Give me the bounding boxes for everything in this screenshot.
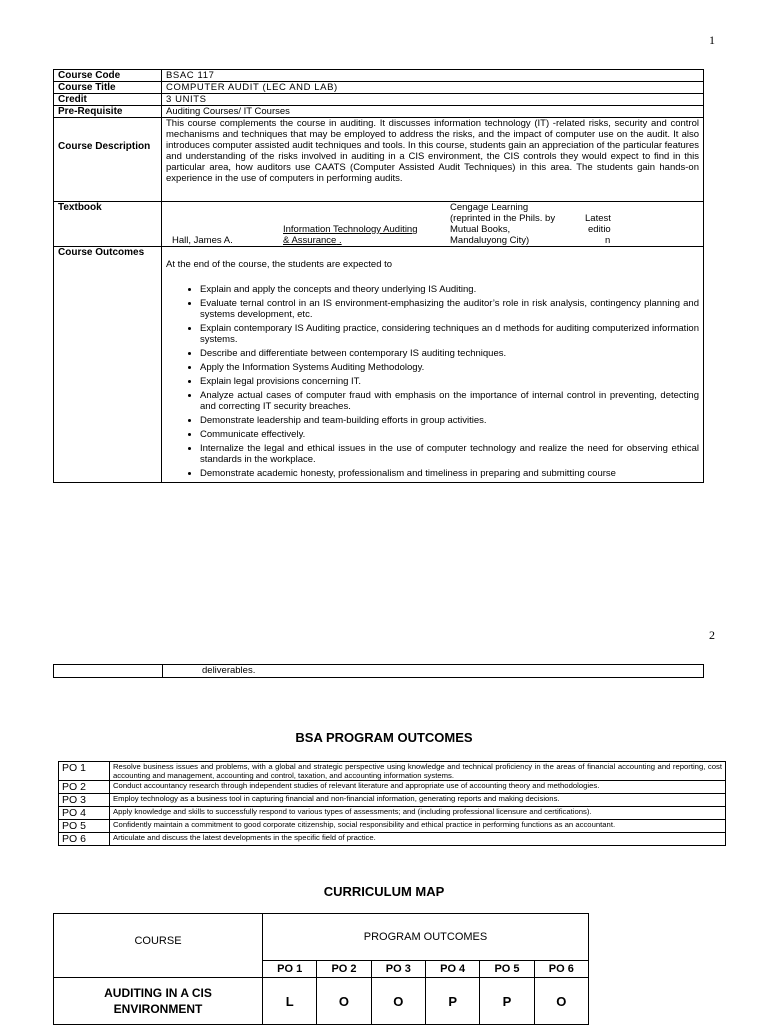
cm-po-column-header: PO 4 [425, 961, 479, 978]
prereq-label: Pre-Requisite [54, 106, 162, 118]
textbook-author: Hall, James A. [172, 235, 233, 246]
cm-header-row [54, 914, 589, 961]
continuation-empty-cell [54, 665, 163, 678]
program-outcome-text: Articulate and discuss the latest developments in the specific field of practice. [110, 833, 726, 846]
course-code-row [54, 70, 704, 82]
continuation-text: deliverables. [202, 665, 256, 676]
program-outcome-row [59, 762, 726, 781]
cm-outcome-value: O [371, 978, 425, 1025]
program-outcomes-table [58, 761, 726, 846]
course-outcome-item: • Explain legal provisions concerning IT. [200, 376, 699, 387]
continuation-cell [163, 665, 704, 678]
textbook-title-dot: . [336, 235, 342, 246]
program-outcome-text: Employ technology as a business tool in capturing financial and non-financial information, generating reports and making decisions. [110, 794, 726, 807]
course-outcome-item: • Internalize the legal and ethical issues in the use of computer technology and realize the need for observing ethical standards in the workplace. [200, 443, 699, 465]
program-outcome-text: Apply knowledge and skills to successfully respond to various types of assessments; and (including professional licensure and certifications). [110, 807, 726, 820]
program-outcomes-heading: BSA PROGRAM OUTCOMES [295, 730, 473, 745]
program-outcome-code: PO 1 [59, 762, 110, 781]
cm-course-header: COURSE [54, 914, 263, 978]
course-outcome-item: • Explain contemporary IS Auditing practice, considering techniques an d methods for auditing computerized information systems. [200, 323, 699, 345]
program-outcome-code: PO 4 [59, 807, 110, 820]
program-outcome-row [59, 833, 726, 846]
program-outcome-code: PO 6 [59, 833, 110, 846]
course-outcome-item: • Explain and apply the concepts and theory underlying IS Auditing. [200, 284, 699, 295]
program-outcome-text: Resolve business issues and problems, with a global and strategic perspective using knowledge and technical proficiency in the areas of financial accounting and reporting, cost accounting and management, accounting and control, taxation, and accounting information systems. [110, 762, 726, 781]
textbook-publisher-line1: Cengage Learning [450, 202, 529, 213]
cm-course-name-line1: AUDITING IN A CIS [104, 986, 212, 1000]
program-outcome-code: PO 2 [59, 781, 110, 794]
description-text: This course complements the course in auditing. It discusses information technology (IT) -related risks, security and control mechanisms and techniques that may be employed to address the risks, and the impact of computer use on the audit. It also introduces computer assisted audit techniques and tools. In this course, students gain an appreciation of the particular features and understanding of the risks involved in auditing in a CIS environment, the CIS controls they would expect to find in this particular area, how auditors use CAATS (Computer Assisted Audit Techniques) in this area. The students gain hands-on experience in the use of computers in performing audits. [162, 118, 704, 202]
cm-outcomes-header: PROGRAM OUTCOMES [263, 914, 589, 961]
course-code-label: Course Code [54, 70, 162, 82]
course-outcome-item: • Communicate effectively. [200, 429, 699, 440]
cm-po-column-header: PO 2 [317, 961, 371, 978]
program-outcome-text: Conduct accountancy research through independent studies of relevant literature and appropriate use of accounting theory and methodologies. [110, 781, 726, 794]
course-title-label: Course Title [54, 82, 162, 94]
cm-outcome-value: P [425, 978, 479, 1025]
prereq-value: Auditing Courses/ IT Courses [162, 106, 704, 118]
cm-course-name-line2: ENVIRONMENT [113, 1002, 203, 1016]
cm-outcome-value: O [317, 978, 371, 1025]
course-outcome-item: • Apply the Information Systems Auditing Methodology. [200, 362, 699, 373]
cm-outcome-value: L [263, 978, 317, 1025]
course-title-row [54, 82, 704, 94]
textbook-title-line1: Information Technology Auditing [283, 224, 418, 235]
course-outcome-item: • Demonstrate leadership and team-building efforts in group activities. [200, 415, 699, 426]
cm-po-column-header: PO 6 [534, 961, 588, 978]
course-outcome-item: • Analyze actual cases of computer fraud with emphasis on the importance of internal control in preventing, detecting and correcting IT security breaches. [200, 390, 699, 412]
cm-po-column-header: PO 1 [263, 961, 317, 978]
textbook-title-line2: & Assurance [283, 235, 337, 246]
textbook-title-line2-wrap [283, 235, 342, 246]
course-title-value: COMPUTER AUDIT (LEC AND LAB) [162, 82, 704, 94]
outcomes-cell [162, 247, 704, 483]
credit-row [54, 94, 704, 106]
program-outcome-code: PO 5 [59, 820, 110, 833]
cm-course-name [54, 978, 263, 1025]
outcomes-row [54, 247, 704, 483]
textbook-publisher-line2: (reprinted in the Phils. by [450, 213, 556, 224]
description-row [54, 118, 704, 202]
textbook-label: Textbook [54, 202, 162, 247]
course-outcome-item: • Evaluate ternal control in an IS environment-emphasizing the auditor’s role in risk analysis, contingency planning and systems development, etc. [200, 298, 699, 320]
page-number: 2 [709, 628, 715, 642]
course-outcome-item: • Demonstrate academic honesty, professionalism and timeliness in preparing and submitting course [200, 468, 699, 479]
outcomes-list [166, 284, 699, 479]
outcomes-continuation-table [53, 664, 704, 678]
curriculum-map-heading: CURRICULUM MAP [323, 884, 445, 899]
program-outcome-row [59, 807, 726, 820]
course-outcome-item: • Describe and differentiate between contemporary IS auditing techniques. [200, 348, 699, 359]
outcomes-label: Course Outcomes [54, 247, 162, 483]
course-info-table [53, 69, 704, 483]
cm-po-column-header: PO 3 [371, 961, 425, 978]
textbook-edition-line2: editio [588, 224, 611, 235]
credit-value: 3 UNITS [162, 94, 704, 106]
prereq-row [54, 106, 704, 118]
program-outcome-code: PO 3 [59, 794, 110, 807]
cm-outcome-value: P [480, 978, 534, 1025]
textbook-row [54, 202, 704, 247]
textbook-edition-line1: Latest [585, 213, 611, 224]
textbook-publisher-line4: Mandaluyong City) [450, 235, 530, 246]
outcomes-intro: At the end of the course, the students are expected to [166, 259, 393, 270]
cm-po-column-header: PO 5 [480, 961, 534, 978]
description-label: Course Description [54, 118, 162, 202]
course-code-value: BSAC 117 [162, 70, 704, 82]
page-number: 1 [709, 33, 715, 47]
curriculum-map-table [53, 913, 589, 1025]
cm-outcome-value: O [534, 978, 588, 1025]
continuation-row [54, 665, 704, 678]
cm-course-row [54, 978, 589, 1025]
textbook-edition-line3: n [605, 235, 611, 246]
credit-label: Credit [54, 94, 162, 106]
textbook-publisher-line3: Mutual Books, [450, 224, 511, 235]
program-outcome-row [59, 781, 726, 794]
program-outcome-row [59, 820, 726, 833]
textbook-cell [162, 202, 704, 247]
program-outcome-text: Confidently maintain a commitment to good corporate citizenship, social responsibility and ethical practice in performing functions as an accountant. [110, 820, 726, 833]
program-outcome-row [59, 794, 726, 807]
